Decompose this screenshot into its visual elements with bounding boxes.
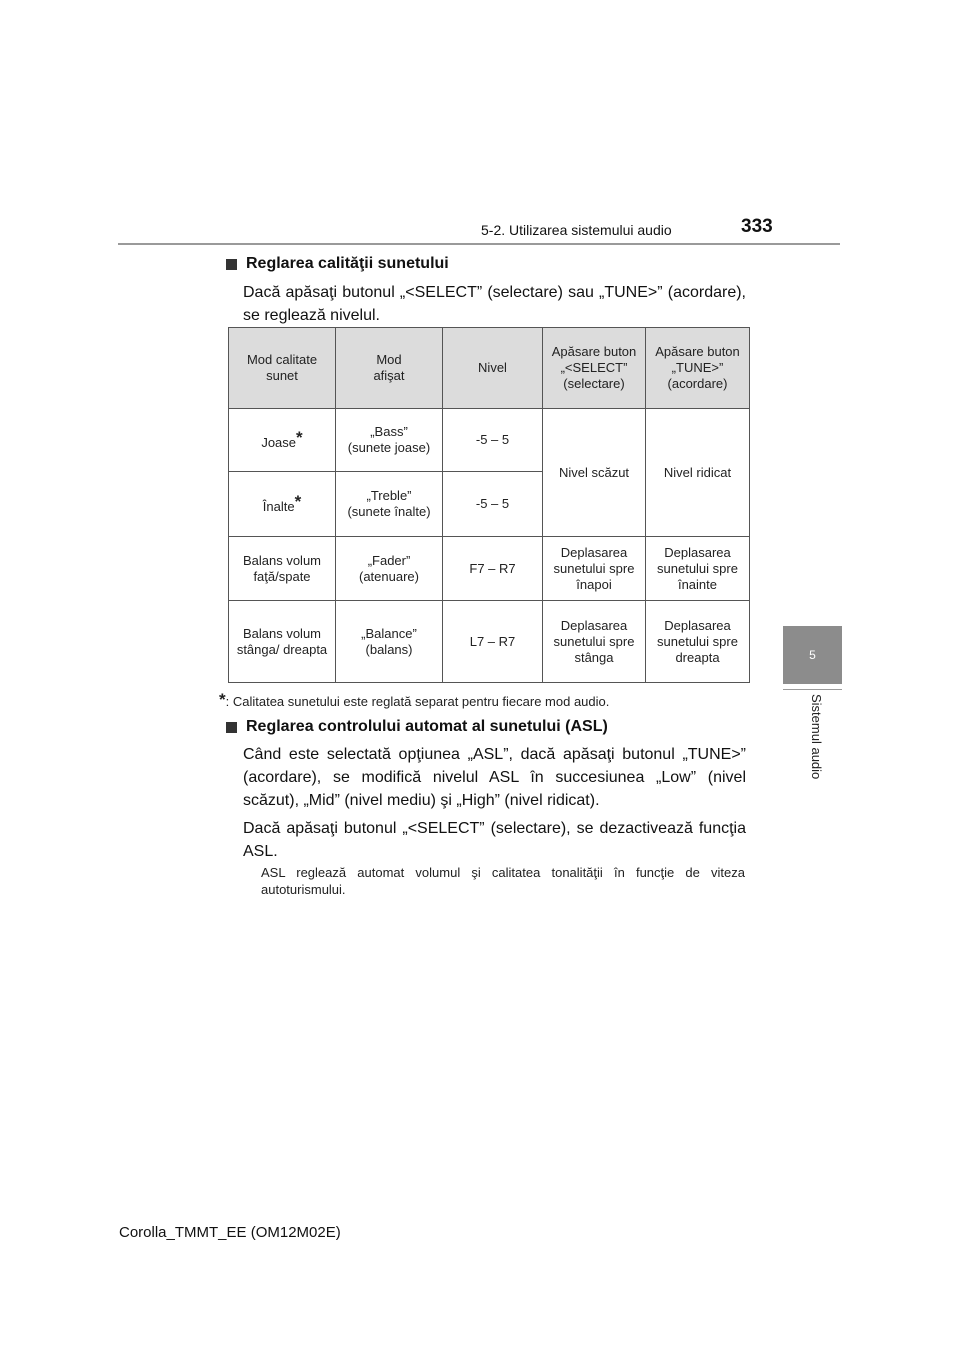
asl-paragraph-2: Dacă apăsaţi butonul „<SELECT” (selectare), se dezactivează funcţia ASL.: [243, 820, 746, 860]
table-cell-mode: Înalte*: [229, 472, 336, 537]
table-header-row: [229, 328, 750, 409]
table-header-cell: Nivel: [443, 328, 543, 409]
sound-quality-paragraph: Dacă apăsaţi butonul „<SELECT” (selectare) sau „TUNE>” (acordare), se reglează nivelul.: [243, 284, 746, 324]
table-cell-mode: Joase*: [229, 409, 336, 472]
footer-model: Corolla_TMMT_EE (OM12M02E): [119, 1224, 341, 1241]
table-header-cell: Mod afişat: [336, 328, 443, 409]
table-cell-mode: Balans volum faţă/spate: [229, 537, 336, 601]
table-cell-tune: Deplasarea sunetului spre înainte: [646, 537, 750, 601]
side-rule: [783, 689, 842, 690]
square-bullet-icon: [226, 259, 237, 270]
header-rule: [118, 243, 840, 245]
page-number: 333: [741, 216, 773, 237]
heading-text: Reglarea calităţii sunetului: [246, 255, 449, 272]
asl-paragraph-1: Când este selectată opţiunea „ASL”, dacă apăsaţi butonul „TUNE>” (acordare), se modifică nivelul ASL în succesiunea „Low” (nivel scăzut), „Mid” (nivel mediu) şi „High” (nivel ridicat).: [243, 746, 746, 809]
table-header-cell: Apăsare buton „<SELECT” (selectare): [543, 328, 646, 409]
table-cell-display: „Treble” (sunete înalte): [336, 472, 443, 537]
table-cell-tune: Deplasarea sunetului spre dreapta: [646, 601, 750, 683]
table-cell-level: -5 – 5: [443, 472, 543, 537]
asl-note: ASL reglează automat volumul şi calitatea tonalităţii în funcţie de viteza autoturismului.: [261, 865, 745, 897]
footnote-text: : Calitatea sunetului este reglată separat pentru fiecare mod audio.: [225, 694, 610, 709]
table-row: [229, 537, 750, 601]
table-row: [229, 601, 750, 683]
table-cell-display: „Balance” (balans): [336, 601, 443, 683]
section-heading-sound-quality: [226, 255, 449, 273]
table-cell-select: Deplasarea sunetului spre înapoi: [543, 537, 646, 601]
table-cell-select: Nivel scăzut: [543, 409, 646, 537]
table-cell-level: L7 – R7: [443, 601, 543, 683]
table-header-cell: Mod calitate sunet: [229, 328, 336, 409]
section-title: 5-2. Utilizarea sistemului audio: [481, 222, 672, 238]
section-heading-asl: [226, 718, 608, 736]
table-cell-tune: Nivel ridicat: [646, 409, 750, 537]
table-cell-level: -5 – 5: [443, 409, 543, 472]
table-cell-display: „Fader” (atenuare): [336, 537, 443, 601]
table-cell-level: F7 – R7: [443, 537, 543, 601]
table-row: [229, 409, 750, 472]
chapter-label: Sistemul audio: [809, 694, 824, 780]
table-cell-display: „Bass” (sunete joase): [336, 409, 443, 472]
footnote: [219, 690, 609, 710]
table-header-cell: Apăsare buton „TUNE>” (acordare): [646, 328, 750, 409]
sound-quality-table: [228, 327, 750, 683]
square-bullet-icon: [226, 722, 237, 733]
table-cell-select: Deplasarea sunetului spre stânga: [543, 601, 646, 683]
chapter-tab: 5: [783, 626, 842, 684]
footnote-marker: *: [219, 690, 226, 709]
table-cell-mode: Balans volum stânga/ dreapta: [229, 601, 336, 683]
heading-text: Reglarea controlului automat al sunetului (ASL): [246, 718, 608, 735]
